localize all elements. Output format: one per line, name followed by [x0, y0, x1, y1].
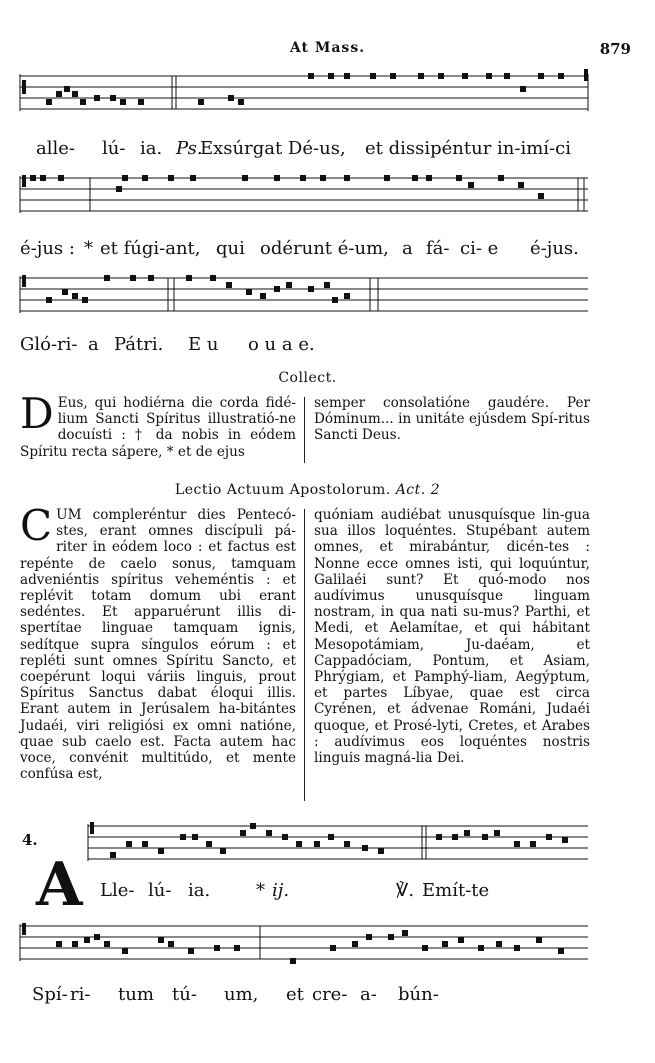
lesson-right-text: quóniam audiébat unusquísque lin-gua sua illos loquéntes. Stupébant autem omnes, et mirabántur, dicén-tes : Nonne ecce omnes isti, qui loquúntur, Galilaéi sunt? Et quó-modo nos audívimus unusquísque linguam nostram, in qua nati su-mus? Parthi, et Medi, et Aelamítae, et qui hábitant Mesopotámiam, Ju-daéam, et Cappadóciam, Pontum, et Asiam, Phrýgiam, et Pamphý-liam, Aegýptum, et partes Líbyae, quae est circa Cyrénen, et ádvenae Románi, Judaéi quoque, et Prosé-lyti, Cretes, et Arabes : audívimus eos loquéntes nostris linguis magná-lia Dei. [314, 507, 590, 767]
lyric-syllable: tum [118, 984, 154, 1005]
lesson-left-text: UM compleréntur dies Pentecó-stes, erant omnes discípuli pá-riter in eódem loco : et factus est repénte de caelo sonus, tamquam adveniéntis spíritus veheméntis : et replévit totam domum ubi erant sedéntes. Et apparuérunt illis di-spertítae linguae tamquam ignis, sedítque supra síngulos eórum : et repléti sunt omnes Spíritu Sancto, et coepérunt loqui váriis linguis, prout Spíritus Sanctus dabat éloqui illis. Erant autem in Jerúsalem ha-bitántes Judaéi, viri religiósi ex omni natióne, quae sub caelo est. Facta autem hac voce, convénit multitúdo, et mente confúsa est, [20, 507, 296, 783]
lyric-syllable: fá- [426, 238, 450, 259]
lyric-syllable: a [402, 238, 413, 259]
lyric-syllable: um, [224, 984, 259, 1005]
column-divider [304, 397, 305, 463]
lyric-syllable: bún- [398, 984, 439, 1005]
lyric-syllable: Gló-ri- [20, 334, 78, 355]
lyric-syllable: é-jus. [530, 238, 579, 259]
lyric-syllable: lú- [148, 880, 172, 901]
lyric-psalm-label: Ps. [176, 138, 203, 159]
page-number: 879 [599, 40, 631, 58]
lyric-syllable: qui [216, 238, 245, 259]
lesson-title [20, 482, 595, 498]
lyric-syllable: ri- [70, 984, 91, 1005]
lyric-syllable: alle- [36, 138, 75, 159]
lyric-syllable: Pátri. [114, 334, 164, 355]
lyric-syllable: ij. [272, 880, 290, 901]
collect-title: Collect. [278, 370, 337, 386]
lyric-syllable: et dissipéntur in-imí-ci [365, 138, 571, 159]
lyric-syllable: Lle- [100, 880, 135, 901]
collect-dropcap: D [20, 389, 54, 438]
chant-staff-4 [86, 818, 590, 870]
collect-left-text: Eus, qui hodiérna die corda fidé-lium Sancti Spíritus illustratió-ne docuísti : † da nobis in eódem Spíritu recta sápere, * et de ejus [20, 395, 296, 460]
lyric-syllable: a- [360, 984, 377, 1005]
lyric-syllable: é-jus : [20, 238, 75, 259]
chant-staff-3 [18, 270, 590, 330]
lyric-asterisk: * [256, 880, 265, 901]
lyric-syllable: Emít-te [422, 880, 490, 901]
lyric-asterisk: * [84, 238, 93, 259]
collect-left-column [20, 389, 296, 460]
lyric-syllable: ia. [188, 880, 211, 901]
lyric-syllable: lú- [102, 138, 126, 159]
lyric-syllable: cre- [312, 984, 348, 1005]
lyric-syllable: a [88, 334, 99, 355]
lyric-syllable: odérunt é-um, [260, 238, 389, 259]
chant-staff-2 [18, 170, 590, 226]
lyric-syllable: E u [188, 334, 219, 355]
lyric-syllable: ia. [140, 138, 163, 159]
lesson-left-column [20, 501, 296, 783]
collect-right-text: semper consolatióne gaudére. Per Dóminum... in unitáte ejúsdem Spí-ritus Sancti Deus. [314, 395, 590, 444]
chant-staff-1 [18, 66, 590, 124]
lesson-reference: Act. 2 [395, 482, 441, 498]
lyric-syllable: o u a e. [248, 334, 315, 355]
chant-number: 4. [22, 831, 38, 849]
alleluia-initial: A [36, 850, 83, 920]
lesson-title-text: Lectio Actuum Apostolorum. [174, 482, 391, 498]
versicle-symbol: ℣. [396, 880, 415, 901]
collect-columns [20, 389, 592, 465]
lyric-syllable: et fúgi-ant, [100, 238, 201, 259]
lesson-dropcap: C [20, 501, 53, 550]
lesson-columns [20, 501, 592, 807]
chant-staff-5 [18, 918, 590, 976]
lyric-syllable: et [286, 984, 304, 1005]
lyric-syllable: ci- e [460, 238, 499, 259]
lyric-syllable: tú- [172, 984, 197, 1005]
lyric-syllable: Exsúrgat Dé-us, [200, 138, 346, 159]
page-header [20, 40, 635, 58]
running-title: At Mass. [289, 40, 366, 56]
column-divider [304, 509, 305, 801]
lyric-syllable: Spí- [32, 984, 68, 1005]
